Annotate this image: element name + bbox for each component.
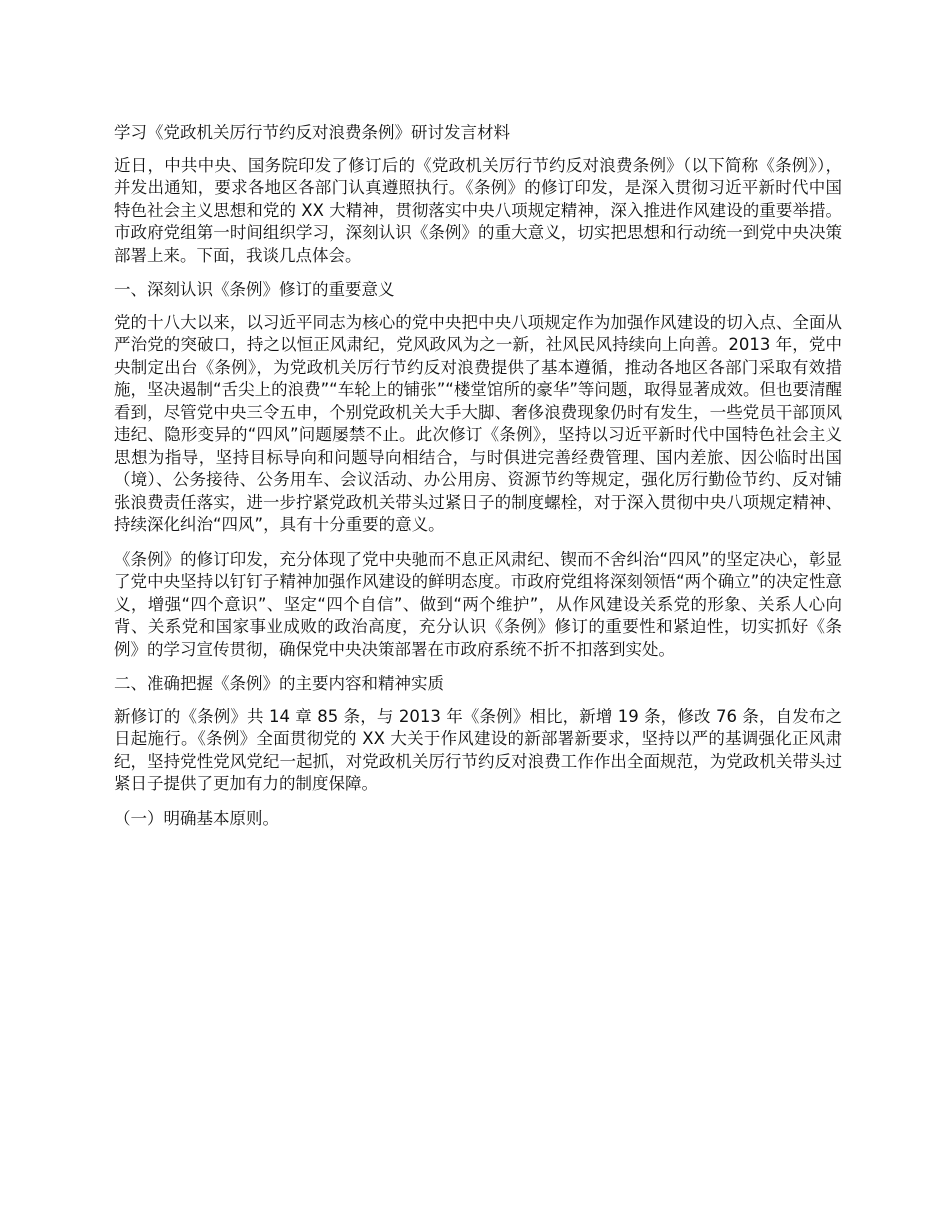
document-title: 学习《党政机关厉行节约反对浪费条例》研讨发言材料	[114, 123, 510, 142]
section-1-paragraph-2: 《条例》的修订印发，充分体现了党中央驰而不息正风肃纪、锲而不舍纠治“四风”的坚定决心，彰显了党中央坚持以钉钉子精神加强作风建设的鲜明态度。市政府党组将深刻领悟“两个确立”的决定性意义，增强“四个意识”、坚定“四个自信”、做到“两个维护”，从作风建设关系党的形象、关系人心向背、关系党和国家事业成败的政治高度，充分认识《条例》修订的重要性和紧迫性，切实抓好《条例》的学习宣传贯彻，确保党中央决策部署在市政府系统不折不扣落到实处。	[114, 549, 842, 659]
section-2-heading: 二、准确把握《条例》的主要内容和精神实质	[114, 674, 444, 693]
subsection-1-heading: （一）明确基本原则。	[114, 808, 279, 828]
section-1-heading: 一、深刻认识《条例》修订的重要意义	[114, 280, 395, 299]
section-2-paragraph-1: 新修订的《条例》共 14 章 85 条，与 2013 年《条例》相比，新增 19 条，修改 76 条，自发布之日起施行。《条例》全面贯彻党的 XX 大关于作风建设的新部署新要求，坚持以严的基调强化正风肃纪，坚持党性党风党纪一起抓，对党政机关厉行节约反对浪费工作作出全面规范，为党政机关带头过紧日子提供了更加有力的制度保障。	[114, 706, 842, 793]
section-1-paragraph-1: 党的十八大以来，以习近平同志为核心的党中央把中央八项规定作为加强作风建设的切入点、全面从严治党的突破口，持之以恒正风肃纪，党风政风为之一新，社风民风持续向上向善。2013 年，党中央制定出台《条例》，为党政机关厉行节约反对浪费提供了基本遵循，推动各地区各部门采取有效措施，坚决遏制“舌尖上的浪费”“车轮上的铺张”“楼堂馆所的豪华”等问题，取得显著成效。但也要清醒看到，尽管党中央三令五申，个别党政机关大手大脚、奢侈浪费现象仍时有发生，一些党员干部顶风违纪、隐形变异的“四风”问题屡禁不止。此次修订《条例》，坚持以习近平新时代中国特色社会主义思想为指导，坚持目标导向和问题导向相结合，与时俱进完善经费管理、国内差旅、因公临时出国（境）、公务接待、公务用车、会议活动、办公用房、资源节约等规定，强化厉行勤俭节约、反对铺张浪费责任落实，进一步拧紧党政机关带头过紧日子的制度螺栓，对于深入贯彻中央八项规定精神、持续深化纠治“四风”，具有十分重要的意义。	[114, 312, 842, 534]
document-page	[114, 122, 842, 840]
intro-paragraph: 近日，中共中央、国务院印发了修订后的《党政机关厉行节约反对浪费条例》（以下简称《条例》），并发出通知，要求各地区各部门认真遵照执行。《条例》的修订印发，是深入贯彻习近平新时代中国特色社会主义思想和党的 XX 大精神，贯彻落实中央八项规定精神，深入推进作风建设的重要举措。市政府党组第一时间组织学习，深刻认识《条例》的重大意义，切实把思想和行动统一到党中央决策部署上来。下面，我谈几点体会。	[114, 155, 842, 265]
